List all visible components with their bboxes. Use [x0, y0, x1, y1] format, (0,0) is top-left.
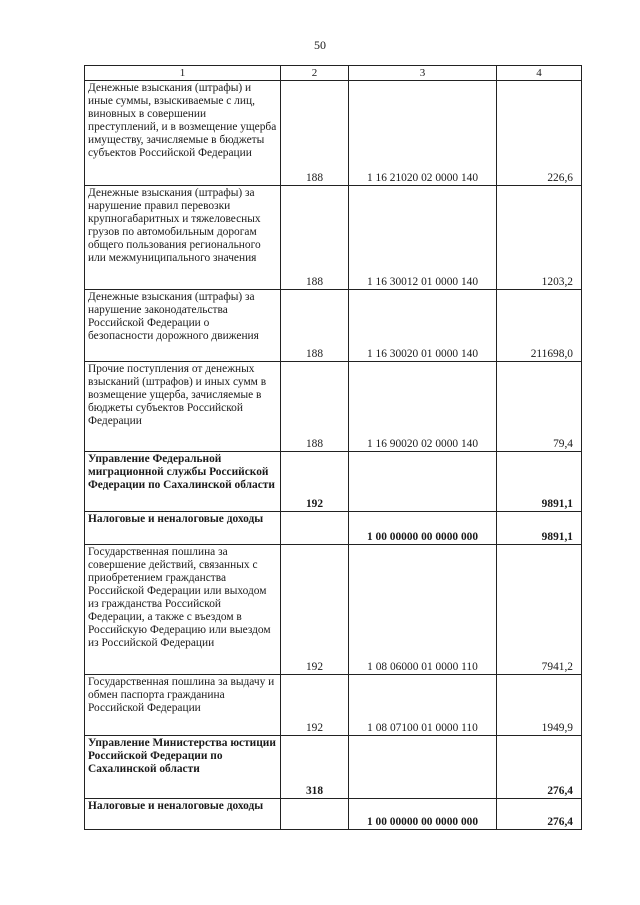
table-row — [85, 545, 582, 675]
table-row — [85, 362, 582, 452]
table-row — [85, 290, 582, 362]
table-row — [85, 799, 582, 830]
table-row — [85, 81, 582, 186]
header-col-4: 4 — [497, 66, 582, 81]
row-code-cell: 188 — [281, 186, 349, 290]
row-kbk-cell: 1 00 00000 00 0000 000 — [349, 799, 497, 830]
table-body — [85, 66, 582, 830]
row-amount-cell: 276,4 — [497, 736, 582, 799]
table-row — [85, 186, 582, 290]
page-number: 50 — [314, 38, 326, 52]
row-code-cell: 188 — [281, 290, 349, 362]
row-amount-cell: 1203,2 — [497, 186, 582, 290]
row-amount-cell: 211698,0 — [497, 290, 582, 362]
row-name-cell: Прочие поступления от денежных взысканий (штрафов) и иных сумм в возмещение ущерба, зачисляемые в бюджеты субъектов Российской Федерации — [85, 362, 281, 452]
row-code-cell: 192 — [281, 452, 349, 512]
row-name-cell: Денежные взыскания (штрафы) и иные суммы, взыскиваемые с лиц, виновных в совершении преступлений, и в возмещение ущерба имуществу, зачисляемые в бюджеты субъектов Российской Федерации — [85, 81, 281, 186]
row-kbk-cell — [349, 452, 497, 512]
row-kbk-cell: 1 16 30020 01 0000 140 — [349, 290, 497, 362]
row-name-cell: Денежные взыскания (штрафы) за нарушение правил перевозки крупногабаритных и тяжеловесных грузов по автомобильным дорогам общего пользования регионального или межмуниципального значения — [85, 186, 281, 290]
row-amount-cell: 79,4 — [497, 362, 582, 452]
table-row — [85, 736, 582, 799]
row-code-cell — [281, 799, 349, 830]
table-row — [85, 512, 582, 545]
table-header-row — [85, 66, 582, 81]
row-code-cell — [281, 512, 349, 545]
row-name-cell: Управление Федеральной миграционной службы Российской Федерации по Сахалинской области — [85, 452, 281, 512]
row-name-cell: Налоговые и неналоговые доходы — [85, 512, 281, 545]
row-name-cell: Государственная пошлина за выдачу и обмен паспорта гражданина Российской Федерации — [85, 675, 281, 736]
row-name-cell: Управление Министерства юстиции Российской Федерации по Сахалинской области — [85, 736, 281, 799]
row-amount-cell: 7941,2 — [497, 545, 582, 675]
row-amount-cell: 9891,1 — [497, 512, 582, 545]
row-kbk-cell: 1 00 00000 00 0000 000 — [349, 512, 497, 545]
row-code-cell: 318 — [281, 736, 349, 799]
row-name-cell: Государственная пошлина за совершение действий, связанных с приобретением гражданства Российской Федерации или выходом из гражданства Российской Федерации, а также с въездом в Российскую Федерацию или выездом из Российской Федерации — [85, 545, 281, 675]
table-row — [85, 675, 582, 736]
row-code-cell: 188 — [281, 81, 349, 186]
row-kbk-cell: 1 08 06000 01 0000 110 — [349, 545, 497, 675]
row-code-cell: 192 — [281, 675, 349, 736]
row-amount-cell: 9891,1 — [497, 452, 582, 512]
row-amount-cell: 1949,9 — [497, 675, 582, 736]
row-amount-cell: 276,4 — [497, 799, 582, 830]
row-kbk-cell: 1 16 30012 01 0000 140 — [349, 186, 497, 290]
row-kbk-cell: 1 16 21020 02 0000 140 — [349, 81, 497, 186]
row-kbk-cell — [349, 736, 497, 799]
header-col-1: 1 — [85, 66, 281, 81]
row-name-cell: Денежные взыскания (штрафы) за нарушение законодательства Российской Федерации о безопасности дорожного движения — [85, 290, 281, 362]
table-row — [85, 452, 582, 512]
row-amount-cell: 226,6 — [497, 81, 582, 186]
header-col-2: 2 — [281, 66, 349, 81]
row-code-cell: 192 — [281, 545, 349, 675]
revenue-table — [84, 65, 582, 830]
row-name-cell: Налоговые и неналоговые доходы — [85, 799, 281, 830]
row-kbk-cell: 1 16 90020 02 0000 140 — [349, 362, 497, 452]
row-kbk-cell: 1 08 07100 01 0000 110 — [349, 675, 497, 736]
row-code-cell: 188 — [281, 362, 349, 452]
header-col-3: 3 — [349, 66, 497, 81]
